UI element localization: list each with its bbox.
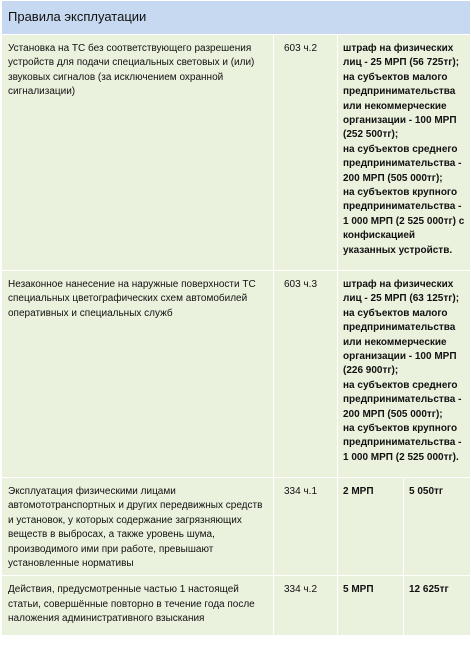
penalty-line: на субъектов малого предпринимательства или некоммерческие организации - 100 МРП (252 500тг);: [343, 71, 457, 141]
table-row: [2, 478, 471, 576]
penalty-line: на субъектов среднего предпринимательства - 200 МРП (505 000тг);: [343, 379, 462, 420]
violation-description: Установка на ТС без соответствующего разрешения устройств для подачи специальных световых и (или) звуковых сигналов (за исключением охранной сигнализации): [2, 35, 274, 271]
penalty-line: штраф на физических лиц - 25 МРП (63 125тг);: [343, 279, 460, 305]
article-number: 334 ч.2: [274, 576, 338, 636]
section-header-row: [2, 1, 471, 35]
penalty-line: на субъектов среднего предпринимательства - 200 МРП (505 000тг);: [343, 143, 462, 184]
penalty-line: на субъектов крупного предпринимательства - 1 000 МРП (2 525 000тг) с конфискацией указанных устройств.: [343, 187, 465, 256]
penalty-mrp: 2 МРП: [338, 478, 404, 576]
penalty-cell: [338, 35, 471, 271]
article-number: 603 ч.2: [274, 35, 338, 271]
penalty-mrp: 5 МРП: [338, 576, 404, 636]
article-number: 603 ч.3: [274, 271, 338, 478]
penalty-line: на субъектов малого предпринимательства или некоммерческие организации - 100 МРП (226 900тг);: [343, 307, 457, 377]
penalty-amount: 5 050тг: [404, 478, 471, 576]
penalty-line: штраф на физических лиц - 25 МРП (56 725тг);: [343, 43, 460, 69]
section-title: Правила эксплуатации: [2, 1, 471, 35]
violation-description: Незаконное нанесение на наружные поверхности ТС специальных цветографических схем автомобилей оперативных и специальных служб: [2, 271, 274, 478]
penalty-cell: [338, 271, 471, 478]
table-row: [2, 271, 471, 478]
table-row: [2, 576, 471, 636]
violation-description: Действия, предусмотренные частью 1 настоящей статьи, совершённые повторно в течение года после наложения административного взыскания: [2, 576, 274, 636]
fines-table: [1, 0, 471, 636]
table-row: [2, 35, 471, 271]
penalty-line: на субъектов крупного предпринимательства - 1 000 МРП (2 525 000тг).: [343, 423, 462, 463]
article-number: 334 ч.1: [274, 478, 338, 576]
penalty-amount: 12 625тг: [404, 576, 471, 636]
violation-description: Эксплуатация физическими лицами автомототранспортных и других передвижных средств и установок, у которых содержание загрязняющих веществ в выбросах, а также уровень шума, производимого ими при работе, превышают установленные нормативы: [2, 478, 274, 576]
